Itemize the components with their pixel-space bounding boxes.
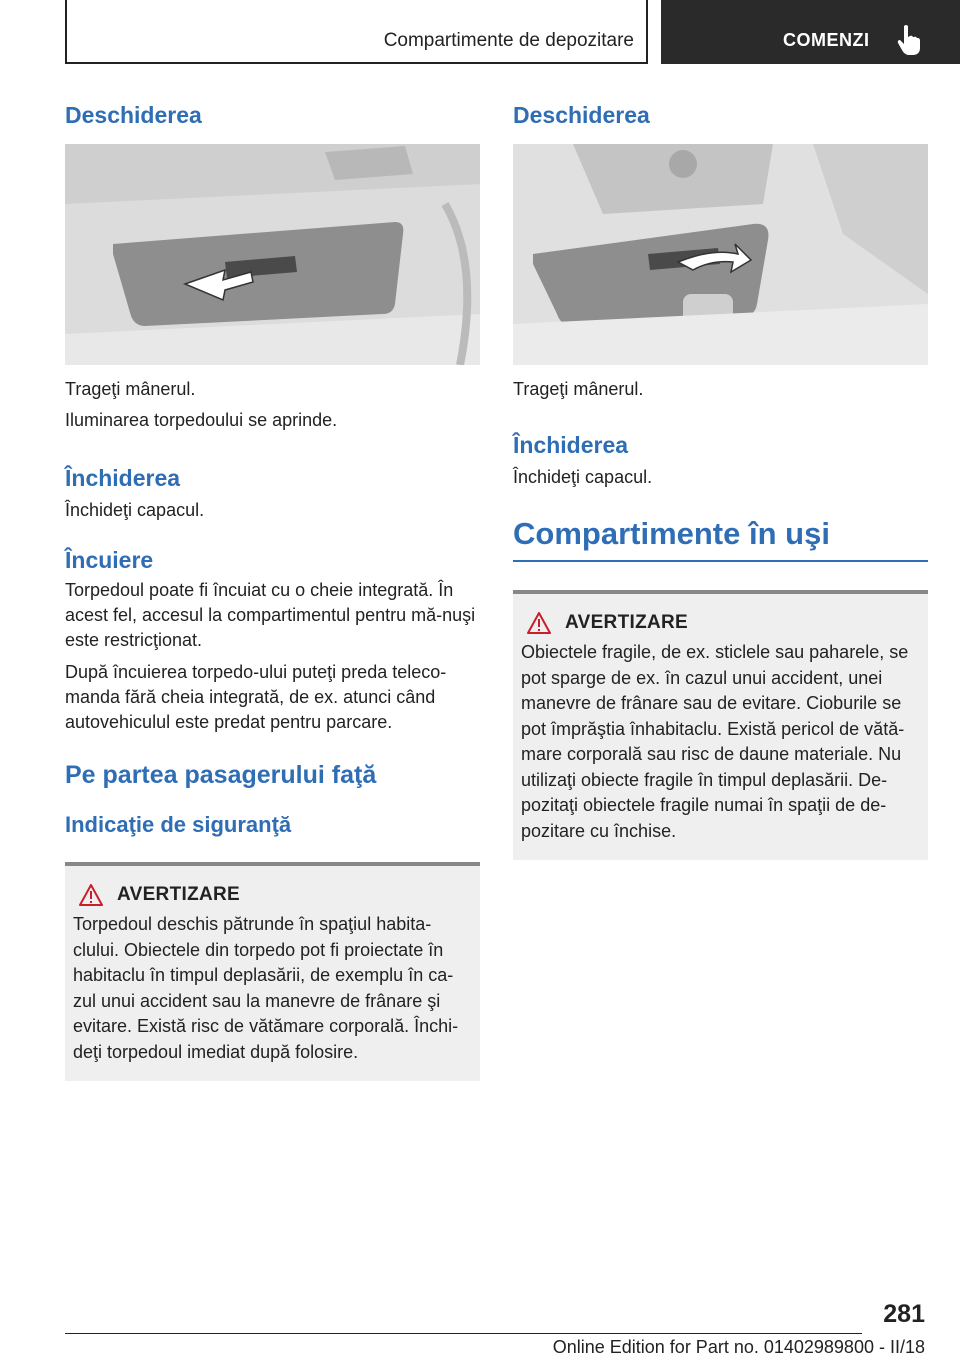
lock-text-1: Torpedoul poate fi încuiat cu o cheie integrată. În acest fel, accesul la compartimentul pentru mă‐nuşi este restricţionat. (65, 580, 476, 650)
footer-divider (65, 1333, 862, 1334)
lock-text-2: După încuierea torpedo-ului puteţi preda teleco‐manda fără cheia integrată, de ex. atunci când autovehiculul este predat pentru parcare. (65, 662, 447, 732)
close-text-right: Închideţi capacul. (513, 467, 653, 487)
hand-pointer-icon (897, 24, 923, 56)
page-number: 281 (883, 1300, 925, 1328)
warning-box-left (65, 862, 480, 1081)
doors-heading: Compartimente în uşi (513, 516, 830, 551)
close-heading-right: Închiderea (513, 432, 629, 458)
passenger-heading: Pe partea pasagerului faţă (65, 761, 377, 789)
open-heading-right: Deschiderea (513, 102, 650, 128)
safety-heading: Indicaţie de siguranţă (65, 812, 292, 837)
glovebox-photo-right (513, 144, 928, 365)
warning-header-right (527, 612, 920, 634)
warning-box-right (513, 590, 928, 860)
left-column (65, 98, 480, 1081)
section-title: Compartimente de depozitare (383, 30, 634, 51)
header-section-box (65, 0, 648, 64)
warning-triangle-icon (79, 884, 103, 906)
warning-triangle-icon (527, 612, 551, 634)
open-step-1: Trageţi mânerul. (65, 379, 196, 399)
open-step-2: Iluminarea torpedoului se aprinde. (65, 410, 338, 430)
footer-edition: Online Edition for Part no. 01402989800 - II/18 (552, 1337, 925, 1357)
doors-heading-block (513, 516, 928, 562)
close-text: Închideţi capacul. (65, 500, 205, 520)
warning-text-right: Obiectele fragile, de ex. sticlele sau paharele, se pot sparge de ex. în cazul unui accident, unei manevre de frânare sau de evitare. Cioburile se pot împrăştia înhabitaclu. Există pericol de vătă‐mare corporală sau risc de daune materiale. Nu utilizaţi obiecte fragile în timpul deplasării. De‐pozitaţi obiectele fragile numai în spaţii de de‐pozitare cu închise. (521, 642, 909, 841)
open-heading: Deschiderea (65, 102, 202, 128)
warning-title: AVERTIZARE (117, 884, 240, 905)
warning-title-right: AVERTIZARE (565, 612, 688, 633)
lock-heading: Încuiere (65, 547, 154, 573)
tab-label: COMENZI (783, 30, 870, 50)
tab-comenzi[interactable] (661, 0, 960, 64)
warning-header (79, 884, 472, 906)
warning-text: Torpedoul deschis pătrunde în spaţiul habita‐clului. Obiectele din torpedo pot fi proiectate în habitaclu în timpul deplasării, de exemplu în ca‐zul unui accident sau la manevre de frânare şi evitare. Există risc de vătămare corporală. Închi‐deţi torpedoul imediat după folosire. (73, 914, 459, 1062)
right-column (513, 98, 928, 860)
close-heading: Închiderea (65, 465, 181, 491)
glovebox-photo-left (65, 144, 480, 365)
open-step-right: Trageţi mânerul. (513, 379, 644, 399)
